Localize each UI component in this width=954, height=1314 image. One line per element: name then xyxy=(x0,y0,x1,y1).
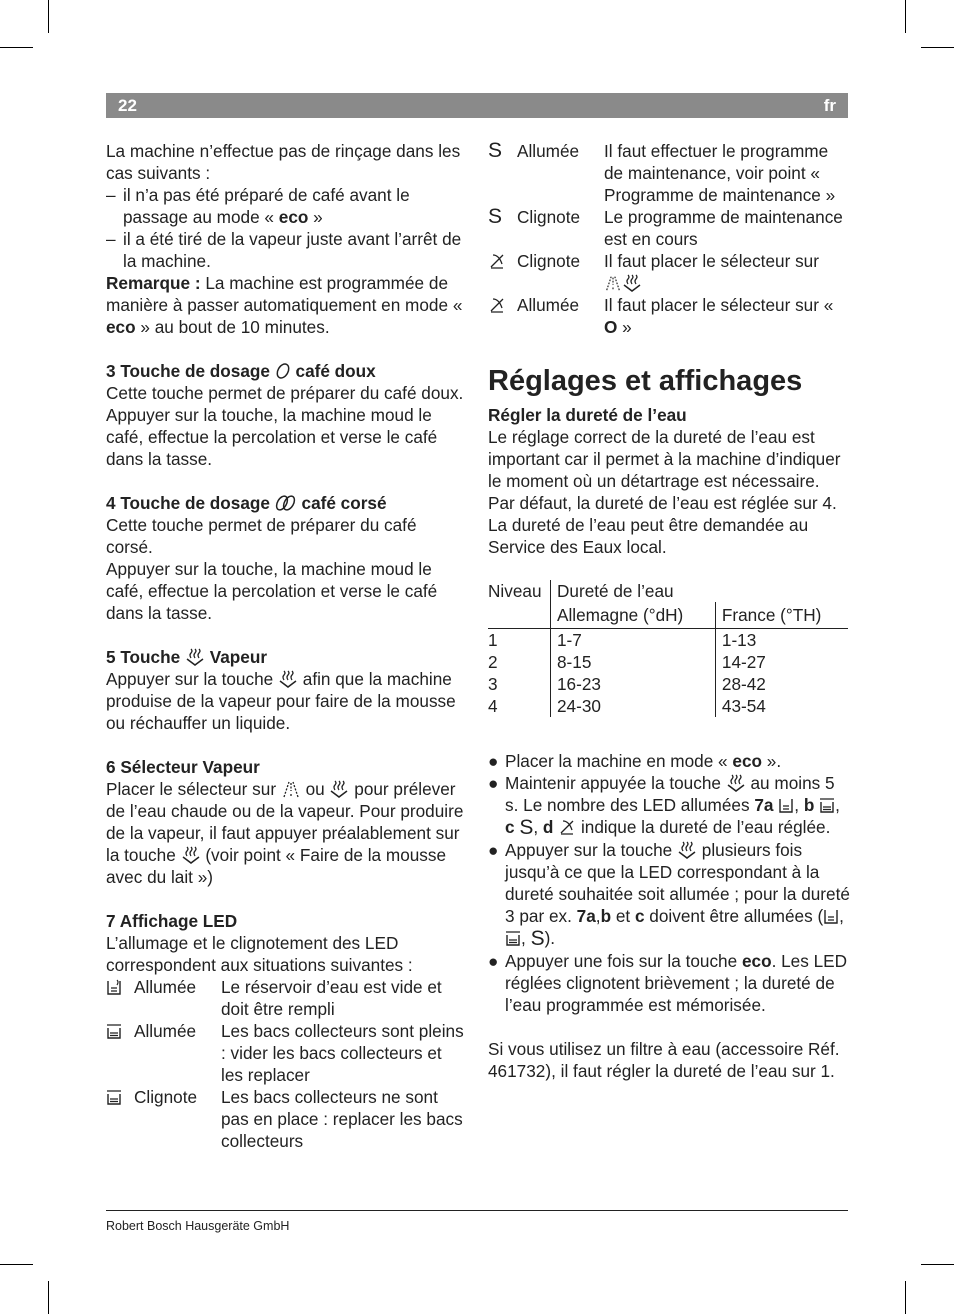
paragraph: Cette touche permet de préparer du café doux. xyxy=(106,383,464,403)
maintenance-s-icon: S xyxy=(530,927,545,950)
list-item: ● Placer la machine en mode « eco ». xyxy=(488,751,782,771)
led-description: Le réservoir d’eau est vide et doit être rempli xyxy=(221,977,442,1019)
led-description: Il faut placer le sélecteur sur « O » xyxy=(604,295,834,337)
water-hardness-table xyxy=(488,580,848,717)
led-state: Clignote xyxy=(517,207,581,227)
paragraph: Appuyer sur la touche afin que la machine produise de la vapeur pour faire de la mousse ou réchauffer un liquide. xyxy=(106,669,456,733)
steam-icon xyxy=(181,846,201,864)
led-state: Allumée xyxy=(134,1021,197,1041)
crop-mark xyxy=(905,0,906,33)
maintenance-s-icon: S xyxy=(519,816,534,839)
led-state: Clignote xyxy=(517,251,581,271)
page-footer: Robert Bosch Hausgeräte GmbH xyxy=(106,1210,848,1237)
paragraph: Placer le sélecteur sur ou pour prélever de l’eau chaude ou de la vapeur. Pour produire de la vapeur, il faut appuyer préalablement sur la touche (voir point « Faire de la mousse avec du lait ») xyxy=(106,779,464,887)
list-item: ● Appuyer une fois sur la touche eco. Les LED réglées clignotent brièvement ; la dureté de l’eau programmée est mémorisée. xyxy=(488,951,848,1015)
led-description: Il faut placer le sélecteur sur xyxy=(604,250,850,294)
paragraph: L’allumage et le clignotement des LED correspondent aux situations suivantes : xyxy=(106,933,413,975)
table-header: Allemagne (°dH) xyxy=(551,602,716,629)
steam-icon xyxy=(677,841,697,859)
table-row: 3 16-23 28-42 xyxy=(488,673,848,695)
water-tank-icon xyxy=(778,796,794,814)
list-item: – il n’a pas été préparé de café avant le passage au mode « eco » xyxy=(106,185,410,227)
intro-text: La machine n’effectue pas de rinçage dans les cas suivants : xyxy=(106,141,461,183)
crop-mark xyxy=(48,1281,49,1314)
water-tank-icon xyxy=(823,907,839,925)
page-header xyxy=(106,93,848,118)
maintenance-s-icon: S xyxy=(488,205,503,228)
led-state: Allumée xyxy=(517,295,580,315)
table-header: Niveau xyxy=(488,580,551,602)
steam-icon xyxy=(329,780,349,798)
paragraph: Appuyer sur la touche, la machine moud le café, effectue la percolation et verse le café dans la tasse. xyxy=(106,405,438,469)
right-column xyxy=(488,140,850,1082)
paragraph: Si vous utilisez un filtre à eau (accessoire Réf. 461732), il faut régler la dureté de l’eau sur 1. xyxy=(488,1039,840,1081)
steam-icon xyxy=(726,774,746,792)
selector-icon xyxy=(488,294,517,338)
left-column xyxy=(106,140,466,1152)
drip-tray-icon xyxy=(819,796,835,814)
table-header: France (°TH) xyxy=(715,602,848,629)
selector-icon xyxy=(558,818,576,836)
steam-icon xyxy=(278,670,298,688)
remarque-note: Remarque : La machine est programmée de manière à passer automatiquement en mode « eco » au bout de 10 minutes. xyxy=(106,273,463,337)
section-title: Réglages et affichages xyxy=(488,365,803,397)
table-header: Dureté de l’eau xyxy=(557,581,674,601)
led-description: Le programme de maintenance est en cours xyxy=(604,207,843,249)
crop-mark xyxy=(0,47,33,48)
list-item: – il a été tiré de la vapeur juste avant l’arrêt de la machine. xyxy=(106,229,462,271)
list-item: ● Appuyer sur la touche plusieurs fois jusqu’à ce que la LED correspondant à la dureté souhaitée soit allumée ; pour la dureté 3 par ex. 7a,b et c doivent être allumées ( , , S). xyxy=(488,840,850,950)
instruction-list xyxy=(488,750,850,1016)
section-heading: 6 Sélecteur Vapeur xyxy=(106,757,260,777)
coffee-bean-strong-icon xyxy=(275,494,297,512)
list-item: ● Maintenir appuyée la touche au moins 5 s. Le nombre des LED allumées 7a , b , c S, d indique la dureté de l’eau réglée. xyxy=(488,773,840,839)
crop-mark xyxy=(0,1264,33,1265)
section-heading: 4 Touche de dosage café corsé xyxy=(106,493,387,513)
table-row: 1 1-7 1-13 xyxy=(488,629,848,652)
drip-tray-icon xyxy=(106,1020,134,1086)
paragraph: Appuyer sur la touche, la machine moud le café, effectue la percolation et verse le café dans la tasse. xyxy=(106,559,438,623)
table-row: 4 24-30 43-54 xyxy=(488,695,848,717)
page-number: 22 xyxy=(118,96,137,115)
led-table xyxy=(106,976,466,1152)
water-tank-icon xyxy=(106,976,134,1020)
led-description: Les bacs collecteurs ne sont pas en place : replacer les bacs collecteurs xyxy=(221,1087,463,1151)
hot-water-icon xyxy=(281,780,301,798)
led-description: Il faut effectuer le programme de maintenance, voir point « Programme de maintenance » xyxy=(604,141,836,205)
paragraph: La dureté de l’eau peut être demandée au Service des Eaux local. xyxy=(488,515,809,557)
language-code: fr xyxy=(823,96,836,115)
steam-icon xyxy=(185,648,205,666)
selector-icon xyxy=(488,250,517,294)
table-row: 2 8-15 14-27 xyxy=(488,651,848,673)
hot-water-icon xyxy=(604,274,622,292)
maintenance-s-icon: S xyxy=(488,139,503,162)
paragraph: Cette touche permet de préparer du café corsé. xyxy=(106,515,417,557)
led-description: Les bacs collecteurs sont pleins : vider les bacs collecteurs et les replacer xyxy=(221,1021,464,1085)
led-state: Allumée xyxy=(517,141,580,161)
section-heading: 5 Touche Vapeur xyxy=(106,647,268,667)
drip-tray-icon xyxy=(505,929,521,947)
led-table xyxy=(488,140,850,338)
paragraph: Le réglage correct de la dureté de l’eau est important car il permet à la machine d’indiquer le moment où un détartrage est nécessaire. Par défaut, la dureté de l’eau est réglée sur 4. xyxy=(488,427,841,513)
subsection-heading: Régler la dureté de l’eau xyxy=(488,405,687,425)
crop-mark xyxy=(905,1281,906,1314)
crop-mark xyxy=(921,47,954,48)
led-state: Allumée xyxy=(134,977,197,997)
crop-mark xyxy=(48,0,49,33)
led-state: Clignote xyxy=(134,1087,198,1107)
crop-mark xyxy=(921,1264,954,1265)
coffee-bean-mild-icon xyxy=(275,362,291,380)
section-heading: 3 Touche de dosage café doux xyxy=(106,361,376,381)
drip-tray-icon xyxy=(106,1086,134,1152)
steam-icon xyxy=(622,274,642,292)
section-heading: 7 Affichage LED xyxy=(106,911,238,931)
